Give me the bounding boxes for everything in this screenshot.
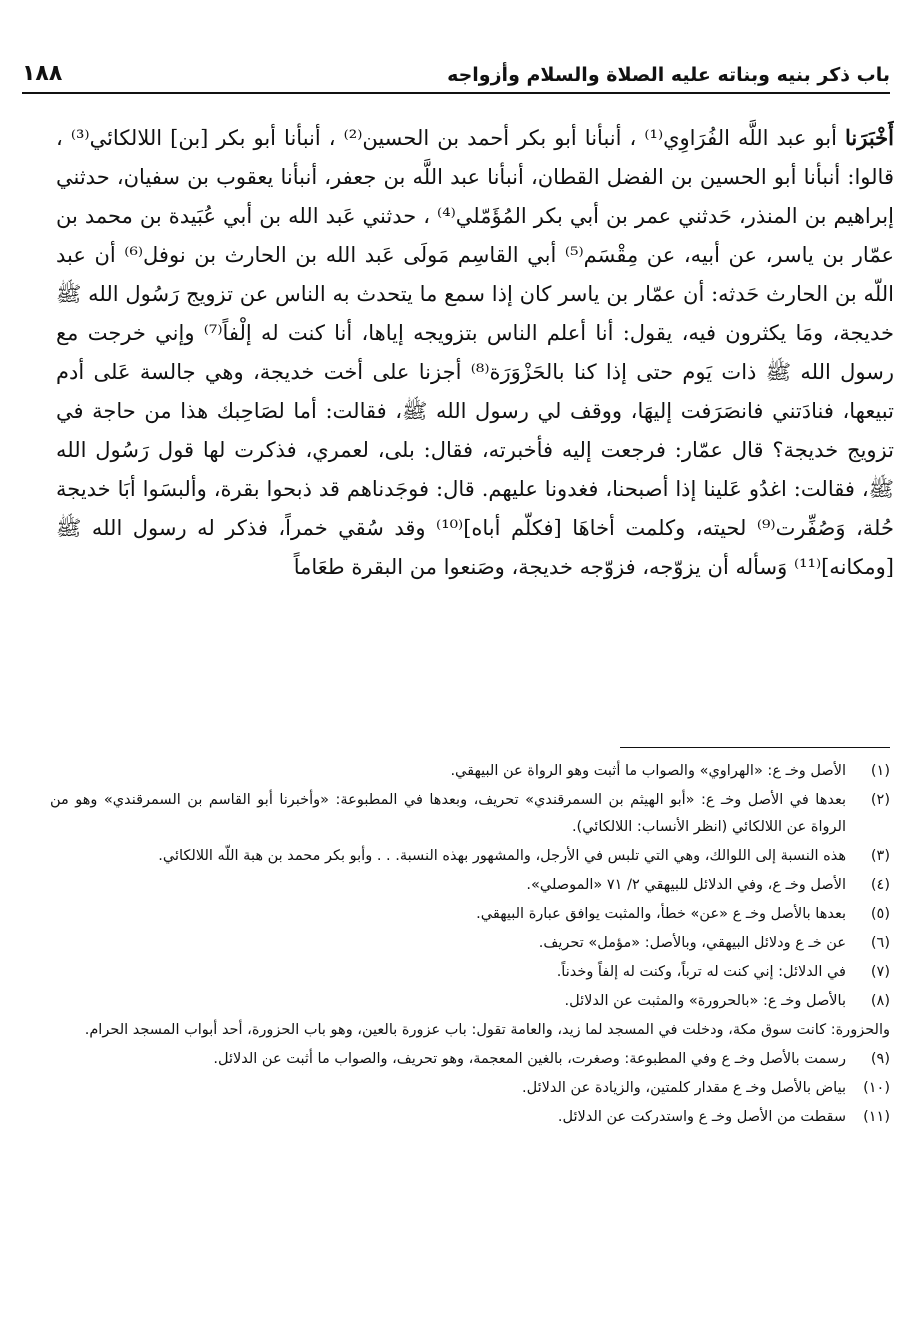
page-number: ١٨٨ [22,61,63,86]
footnote-8 [50,988,890,1015]
footnote-number: (٥) [870,906,890,922]
footnote-9 [50,1046,890,1073]
footnote-text: عن خـ ع ودلائل البيهقي، وبالأصل: «مؤمل» تحريف. [538,935,846,951]
footnote-text: رسمت بالأصل وخـ ع وفي المطبوعة: وصغرت، بالغين المعجمة، وهو تحريف، والصواب ما أثبت عن الدلائل. [213,1051,846,1067]
running-title: باب ذكر بنيه وبناته عليه الصلاة والسلام وأزواجه [447,64,890,86]
footnote-text: هذه النسبة إلى اللوالك، وهي التي تلبس في الأرجل، والمشهور بهذه النسبة. . . وأبو بكر محمد بن هبة اللّه اللالكائي. [158,848,846,864]
footnote-6 [50,930,890,957]
main-paragraph [56,118,894,587]
footnote-number: (٧) [870,964,890,980]
main-text [56,118,894,743]
footnote-number: (٣) [870,848,890,864]
footnote-number: (٢) [870,792,890,808]
footnote-text: في الدلائل: إني كنت له ترباً، وكنت له إلفاً وخدناً. [556,964,846,980]
footnote-7 [50,959,890,986]
footnote-number: (٤) [870,877,890,893]
footnotes [50,758,890,1318]
footnote-text: بالأصل وخـ ع: «بالحرورة» والمثبت عن الدلائل. [564,993,846,1009]
footnote-number: (٦) [870,935,890,951]
footnote-text: سقطت من الأصل وخـ ع واستدركت عن الدلائل. [557,1109,846,1125]
footnote-1 [50,758,890,785]
footnote-number: (٨) [870,993,890,1009]
footnote-text: بعدها في الأصل وخـ ع: «أبو الهيثم بن السمرقندي» تحريف، وبعدها في المطبوعة: «وأخبرنا أبو القاسم بن السمرقندي» وهو من الرواة عن اللالكائي (انظر الأنساب: اللالكائي). [50,792,846,835]
footnote-11 [50,1104,890,1131]
paragraph-text: أبو عبد اللَّه الفُرَاوِي⁽¹⁾ ، أنبأنا أبو بكر أحمد بن الحسين⁽²⁾ ، أنبأنا أبو بكر [بن] اللالكائي⁽³⁾ ، قالوا: أنبأنا أبو الحسين بن الفضل القطان، أنبأنا عبد اللَّه بن جعفر، أنبأنا يعقوب بن سفيان، حدثني إبراهيم بن المنذر، حَدثني عمر بن أبي بكر المُؤَمّلي⁽⁴⁾ ، حدثني عَبد الله بن أبي عُبَيدة بن محمد بن عمّار بن ياسر، عن أبيه، عن مِقْسَم⁽⁵⁾ أبي القاسِم مَولَى عَبد الله بن الحارث بن نوفل⁽⁶⁾ أن عبد اللّه بن الحارث حَدثه: أن عمّار بن ياسر كان إذا سمع ما يتحدث به الناس عن تزويج رَسُول الله ﷺ خديجة، ومَا يكثرون فيه، يقول: أنا أعلم الناس بتزويجه إياها، أنا كنت له إلْفاً⁽⁷⁾ وإني خرجت مع رسول الله ﷺ ذات يَوم حتى إذا كنا بالحَزْوَرَة⁽⁸⁾ أجزنا على أخت خديجة، وهي جالسة عَلى أدم تبيعها، فنادَتني فانصَرَفت إليهَا، ووقف لي رسول الله ﷺ، فقالت: أما لصَاحِبك هذا من حاجة في تزويج خديجة؟ قال عمّار: فرجعت إليه فأخبرته، فقال: بلى، لعمري، فذكرت لها قول رَسُول الله ﷺ، فقالت: اغدُو عَلينا إذا أصبحنا، فغدونا عليهم. قال: فوجَدناهم قد ذبحوا بقرة، وألبسَوا أبَا خديجة حُلة، وَصُفِّرت⁽⁹⁾ لحيته، وكلمت أخاهَا [فكلّم أباه]⁽¹⁰⁾ وقد سُقي خمراً، فذكر له رسول الله ﷺ [ومكانه]⁽¹¹⁾ وَسأله أن يزوّجه، فزوّجه خديجة، وصَنعوا من البقرة طعَاماً [56,126,894,579]
footnote-2 [50,787,890,841]
footnote-number: (٩) [870,1051,890,1067]
footnote-text: الأصل وخـ ع، وفي الدلائل للبيهقي ٢/ ٧١ «الموصلي». [526,877,846,893]
footnote-text: بياض بالأصل وخـ ع مقدار كلمتين، والزيادة عن الدلائل. [521,1080,846,1096]
footnote-number: (١٠) [863,1080,890,1096]
lead-word: أَخْبَرَنا [845,125,894,150]
footnote-10 [50,1075,890,1102]
footnote-text: الأصل وخـ ع: «الهراوي» والصواب ما أثبت وهو الرواة عن البيهقي. [450,763,846,779]
footnote-4 [50,872,890,899]
footnote-text: بعدها بالأصل وخـ ع «عن» خطأ، والمثبت يوافق عبارة البيهقي. [476,906,846,922]
footnote-8-continuation: والحزورة: كانت سوق مكة، ودخلت في المسجد لما زيد، والعامة تقول: باب عزورة بالعين، وهو باب الحزورة، أحد أبواب المسجد الحرام. [84,1022,890,1038]
footnote-3 [50,843,890,870]
footnote-divider [620,747,890,748]
footnote-5 [50,901,890,928]
footnote-number: (١١) [863,1109,890,1125]
footnote-number: (١) [870,763,890,779]
page-header [22,58,890,94]
